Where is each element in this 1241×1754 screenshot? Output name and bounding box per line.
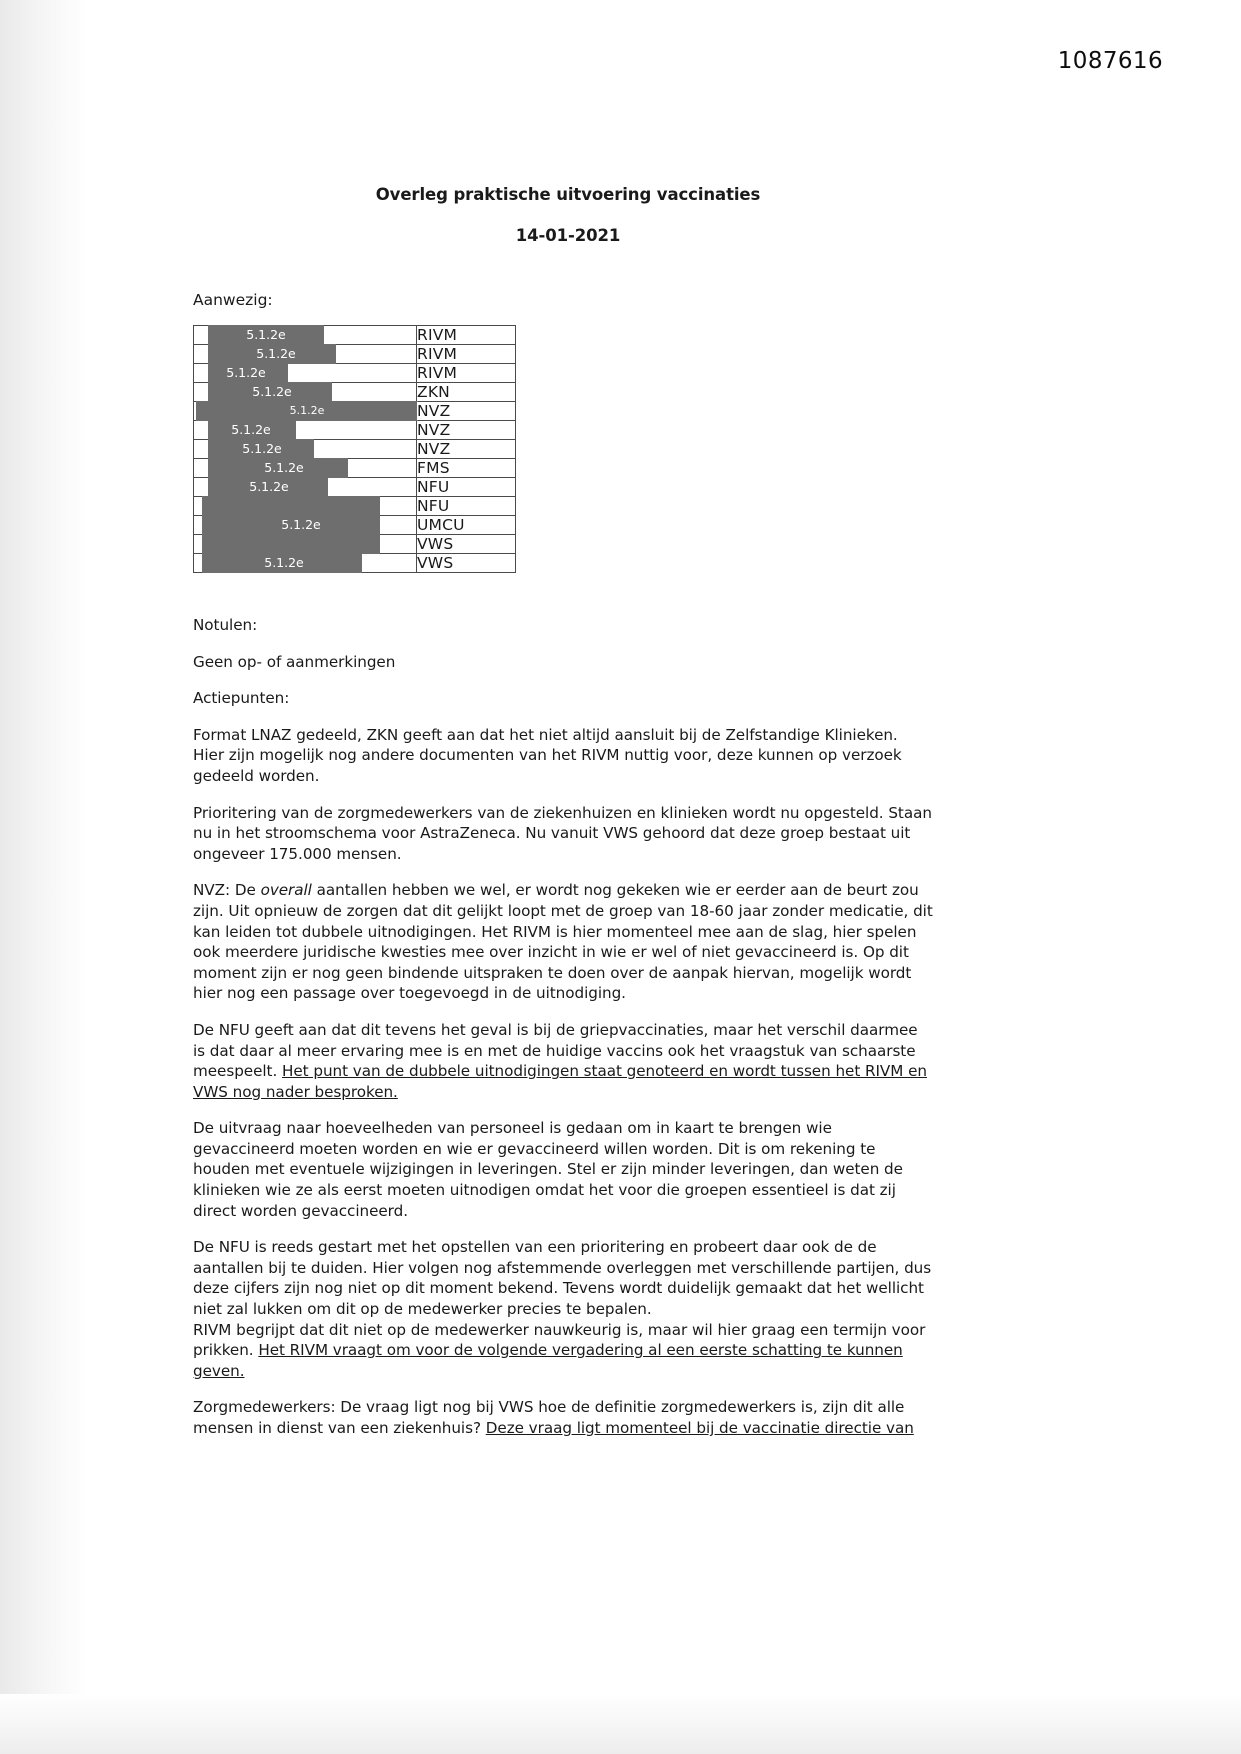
paragraph-nfu-griep xyxy=(193,1020,933,1102)
attendee-org-cell: RIVM xyxy=(417,345,516,364)
attendee-org-cell: UMCU xyxy=(417,516,516,535)
paragraph-nvz xyxy=(193,880,933,1004)
page-title: Overleg praktische uitvoering vaccinaties xyxy=(375,185,761,204)
attendee-name-cell xyxy=(194,554,417,573)
attendee-org-cell: VWS xyxy=(417,554,516,573)
table-row xyxy=(194,345,516,364)
attendee-name-cell xyxy=(194,364,417,383)
paragraph-nvz-italic: overall xyxy=(260,881,312,900)
table-row xyxy=(194,516,516,535)
attendee-name-cell xyxy=(194,440,417,459)
minutes-label: Notulen: xyxy=(193,616,258,634)
attendee-org-cell: RIVM xyxy=(417,326,516,345)
attendee-org-cell: NFU xyxy=(417,478,516,497)
redaction-bar: 5.1.2e xyxy=(196,401,418,421)
table-row xyxy=(194,421,516,440)
attendee-name-cell xyxy=(194,345,417,364)
paragraph-nfu-griep-part1: De NFU geeft aan dat dit tevens het geval is bij de griepvaccinaties, maar het verschil daarmee is dat daar al meer ervaring mee is en met de huidige vaccins ook het vraagstuk van schaarste meespeelt. xyxy=(193,1020,918,1081)
redaction-bar xyxy=(202,534,380,554)
attendee-name-cell xyxy=(194,478,417,497)
attendee-org-cell: NVZ xyxy=(417,402,516,421)
table-row xyxy=(194,459,516,478)
attendee-org-cell: RIVM xyxy=(417,364,516,383)
scan-edge-shading-bottom xyxy=(0,1694,1241,1754)
redaction-bar: 5.1.2e xyxy=(208,325,324,345)
paragraph-uitvraag: De uitvraag naar hoeveelheden van personeel is gedaan om in kaart te brengen wie gevaccineerd moeten worden en wie er gevaccineerd willen worden. Dit is om rekening te houden met eventuele wijzigingen in leveringen. Stel er zijn minder leveringen, dan weten de klinieken wie ze als eerst moeten uitnodigen omdat het voor die groepen essentieel is dat zij direct worden gevaccineerd. xyxy=(193,1119,903,1220)
paragraph-rivm-termijn xyxy=(193,1320,933,1382)
paragraph-zorgmedewerkers-part1: Zorgmedewerkers: De vraag ligt nog bij VWS hoe de definitie zorgmedewerkers is, zijn dit alle mensen in dienst van een ziekenhuis? xyxy=(193,1398,905,1437)
table-row xyxy=(194,440,516,459)
paragraph-zorgmedewerkers-underlined: Deze vraag ligt momenteel bij de vaccinatie directie van xyxy=(485,1419,914,1437)
redaction-bar: 5.1.2e xyxy=(208,420,296,440)
body-text xyxy=(193,615,933,1439)
paragraph-nfu-griep-underlined: Het punt van de dubbele uitnodigingen staat genoteerd en wordt tussen het RIVM en VWS nog nader besproken. xyxy=(193,1062,927,1101)
scan-edge-shading-left xyxy=(0,0,88,1754)
attendee-name-cell xyxy=(194,459,417,478)
paragraph-nvz-part2: aantallen hebben we wel, er wordt nog gekeken wie er eerder aan de beurt zou zijn. Uit opnieuw de zorgen dat dit gelijkt loopt met de groep van 18-60 jaar zonder medicatie, dit kan leiden tot dubbele uitnodigingen. Het RIVM is hier momenteel mee aan de slag, hier spelen ook meerdere juridische kwesties mee over inzicht in wie er wel of niet gevaccineerd is. Op dit moment zijn er nog geen bindende uitspraken te doen over de aanpak hiervan, mogelijk wordt hier nog een passage over toegevoegd in de uitnodiging. xyxy=(193,881,933,1003)
attendee-name-cell xyxy=(194,326,417,345)
redaction-bar xyxy=(202,496,380,516)
paragraph-zorgmedewerkers xyxy=(193,1397,933,1438)
table-row xyxy=(194,535,516,554)
table-row xyxy=(194,383,516,402)
paragraph-prioritering: Prioritering van de zorgmedewerkers van de ziekenhuizen en klinieken wordt nu opgesteld. Staan nu in het stroomschema voor AstraZeneca. Nu vanuit VWS gehoord dat deze groep bestaat uit ongeveer 175.000 mensen. xyxy=(193,803,932,863)
attendees-table xyxy=(193,325,516,573)
paragraph-nvz-part1: NVZ: De xyxy=(193,881,261,900)
redaction-bar: 5.1.2e xyxy=(208,363,288,383)
table-row xyxy=(194,554,516,573)
table-row xyxy=(194,497,516,516)
paragraph-nfu-prioritering: De NFU is reeds gestart met het opstellen van een prioritering en probeert daar ook de de aantallen bij te duiden. Hier volgen nog afstemmende overleggen met verschillende partijen, dus deze cijfers zijn nog niet op dit moment bekend. Tevens wordt duidelijk gemaakt dat het wellicht niet zal lukken om dit op de medewerker precies te bepalen. xyxy=(193,1238,932,1319)
attendee-org-cell: NVZ xyxy=(417,440,516,459)
attendee-name-cell xyxy=(194,421,417,440)
table-row xyxy=(194,402,516,421)
attendee-name-cell xyxy=(194,535,417,554)
attendee-org-cell: VWS xyxy=(417,535,516,554)
attendee-org-cell: ZKN xyxy=(417,383,516,402)
paragraph-rivm-termijn-part1: RIVM begrijpt dat dit niet op de medewerker nauwkeurig is, maar wil hier graag een termijn voor prikken. xyxy=(193,1320,926,1360)
attendee-org-cell: FMS xyxy=(417,459,516,478)
paragraph-format-lnaz: Format LNAZ gedeeld, ZKN geeft aan dat het niet altijd aansluit bij de Zelfstandige Klinieken. Hier zijn mogelijk nog andere documenten van het RIVM nuttig voor, deze kunnen op verzoek gedeeld worden. xyxy=(193,725,902,785)
attendee-name-cell xyxy=(194,402,417,421)
attendees-label: Aanwezig: xyxy=(193,291,273,309)
document-number: 1087616 xyxy=(1057,48,1163,74)
attendee-name-cell xyxy=(194,516,417,535)
table-row xyxy=(194,364,516,383)
attendees-table-body xyxy=(194,326,516,573)
paragraph-rivm-termijn-underlined: Het RIVM vraagt om voor de volgende vergadering al een eerste schatting te kunnen geven. xyxy=(193,1341,903,1380)
redaction-bar: 5.1.2e xyxy=(208,458,348,478)
minutes-body: Geen op- of aanmerkingen xyxy=(193,652,396,671)
spacer xyxy=(193,245,933,291)
attendee-org-cell: NVZ xyxy=(417,421,516,440)
attendee-name-cell xyxy=(194,383,417,402)
document-content xyxy=(193,185,933,1455)
meeting-date: 14-01-2021 xyxy=(515,226,621,245)
table-row xyxy=(194,326,516,345)
redaction-bar: 5.1.2e xyxy=(202,553,362,573)
redaction-bar: 5.1.2e xyxy=(208,477,328,497)
redaction-bar: 5.1.2e xyxy=(208,439,314,459)
attendee-org-cell: NFU xyxy=(417,497,516,516)
attendee-name-cell xyxy=(194,497,417,516)
redaction-bar: 5.1.2e xyxy=(208,382,332,402)
table-row xyxy=(194,478,516,497)
redaction-bar: 5.1.2e xyxy=(208,344,336,364)
actions-label: Actiepunten: xyxy=(193,689,290,708)
redaction-bar: 5.1.2e xyxy=(202,515,380,535)
